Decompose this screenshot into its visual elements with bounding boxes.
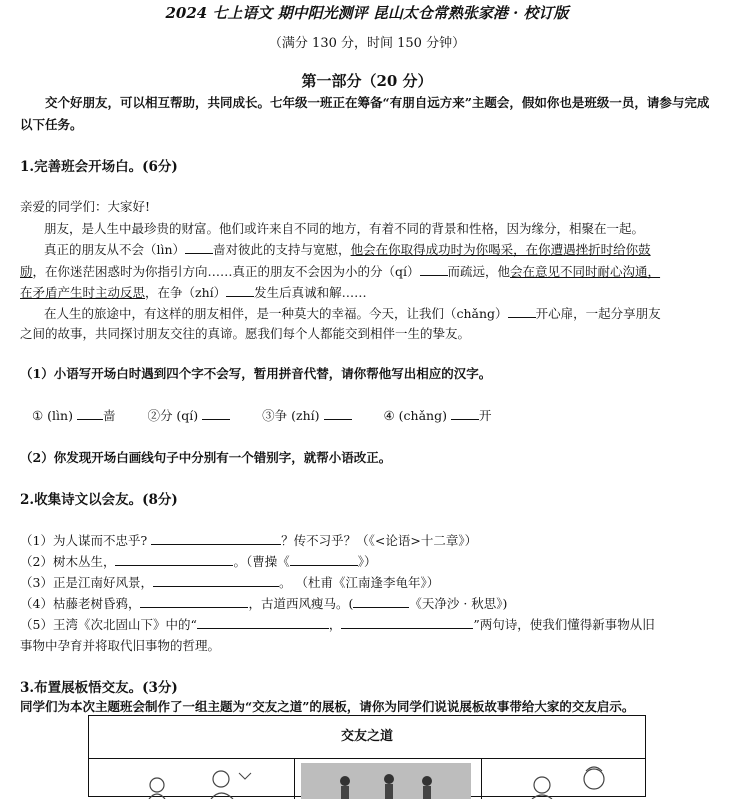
answer-blank-lin[interactable] [185,241,213,254]
table-cell-3 [482,759,645,799]
illustration-figures-1 [129,765,269,799]
answer-blank-2[interactable] [202,407,230,420]
answer-blank-qi[interactable] [420,263,448,276]
poem-text: 。 （杜甫《江南逢李龟年》） [278,575,440,590]
poem-line-3 [20,573,439,591]
answer-blank-4[interactable] [451,407,479,420]
illustration-figures-3 [502,763,632,799]
speech-line-2 [44,240,651,258]
poem-blank-5b[interactable] [341,616,473,629]
underlined-sentence-2: 会在意见不同时耐心沟通， [510,264,661,279]
speech-text: 开心扉，一起分享朋友 [535,306,661,321]
answer-row [32,406,491,424]
poem-line-6: 事物中孕育并将取代旧事物的哲理。 [20,638,221,653]
speech-text: 在人生的旅途中，有这样的朋友相伴，是一种莫大的幸福。今天，让我们（chǎng） [44,306,508,321]
exam-title: 2024 七上语文 期中阳光测评 昆山太仓常熟张家港 · 校订版 [165,4,569,22]
option-4-label: ④ (chǎng) [383,408,447,423]
poem-blank-author[interactable] [353,595,409,608]
speech-text: 啬对彼此的支持与宽慰， [213,242,351,257]
poem-text: ，古道西风瘦马。( [248,596,354,611]
speech-line-4 [20,283,367,301]
answer-blank-zhi[interactable] [226,284,254,297]
poem-text: （5）王湾《次北固山下》中的“ [20,617,197,632]
speech-greeting: 亲爱的同学们：大家好! [20,199,151,214]
poem-text: ， [328,617,342,632]
question-3-title: 3.布置展板悟交友。(3分) [20,680,178,696]
table-cell-2 [295,759,482,799]
answer-blank-1[interactable] [77,407,103,420]
speech-text: 发生后真诚和解…… [254,285,367,300]
answer-blank-chang[interactable] [508,305,536,318]
question-1-title: 1.完善班会开场白。(6分) [20,159,178,175]
poem-blank-2[interactable] [115,553,233,566]
option-1-suffix: 啬 [102,408,116,423]
poem-text: （4）枯藤老树昏鸦， [20,596,141,611]
question-2-title: 2.收集诗文以会友。(8分) [20,492,178,508]
poem-blank-1[interactable] [151,532,281,545]
option-3-label: ③争 (zhí) [262,408,320,423]
underlined-sentence-1: 他会在你取得成功时为你喝采，在你遭遇挫折时给你鼓 [350,242,651,257]
poem-text: 《天净沙 · 秋思》) [409,596,508,611]
table-header: 交友之道 [89,716,645,759]
speech-text: ，在你迷茫困惑时为你指引方向……真正的朋友不会因为小的分（qí） [32,264,420,279]
subquestion-2: （2）你发现开场白画线句子中分别有一个错别字，就帮小语改正。 [20,450,392,465]
poem-text: （2）树木丛生， [20,554,116,569]
option-2-label: ②分 (qí) [147,408,199,423]
underlined-sentence-1-end: 励 [20,264,33,279]
option-1-label: ① (lìn) [32,408,73,423]
speech-text: 真正的朋友从不会（lìn） [44,242,186,257]
poem-text: 。（曹操《 [233,554,290,569]
poem-line-2 [20,552,377,570]
display-board-table [88,715,646,797]
poem-line-4 [20,594,507,612]
illustration-figures-2 [315,767,455,799]
poem-text: （1）为人谋而不忠乎? [20,533,148,548]
poem-text: ”两句诗，使我们懂得新事物从旧 [473,617,655,632]
poem-blank-3[interactable] [153,574,279,587]
part-intro: 交个好朋友，可以相互帮助，共同成长。七年级一班正在筹备“有朋自远方来”主题会，假如你也是班级一员，请参与完成以下任务。 [20,95,710,132]
option-4-suffix: 开 [478,408,492,423]
poem-text: ？传不习乎？（《<论语>十二章》） [281,533,478,548]
poem-blank-4[interactable] [140,595,248,608]
poem-line-1 [20,531,477,549]
question-3-description: 同学们为本次主题班会制作了一组主题为“交友之道”的展板，请你为同学们说说展板故事带给大家的交友启示。 [20,699,635,714]
speech-text: ，在争（zhí） [145,285,227,300]
poem-blank-5a[interactable] [197,616,329,629]
subquestion-1: （1）小语写开场白时遇到四个字不会写，暂用拼音代替，请你帮他写出相应的汉字。 [20,366,492,381]
underlined-sentence-2-end: 在矛盾产生时主动反思 [20,285,146,300]
table-cell-1 [89,759,295,799]
answer-blank-3[interactable] [324,407,352,420]
speech-paragraph-1: 朋友，是人生中最珍贵的财富。他们或许来自不同的地方，有着不同的背景和性格，因为缘分，相聚在一起。 [44,221,645,236]
poem-line-5 [20,615,655,633]
poem-blank-title[interactable] [290,553,358,566]
speech-text: 而疏远，他 [447,264,511,279]
speech-line-5 [44,304,661,322]
poem-text: （3）正是江南好风景， [20,575,153,590]
part-heading: 第一部分（20 分） [301,72,433,90]
speech-line-6: 之间的故事，共同探讨朋友交往的真谛。愿我们每个人都能交到相伴一生的挚友。 [20,326,471,341]
exam-subtitle: （满分 130 分，时间 150 分钟） [268,36,466,51]
poem-text: 》） [357,554,377,569]
speech-line-3 [20,262,660,280]
